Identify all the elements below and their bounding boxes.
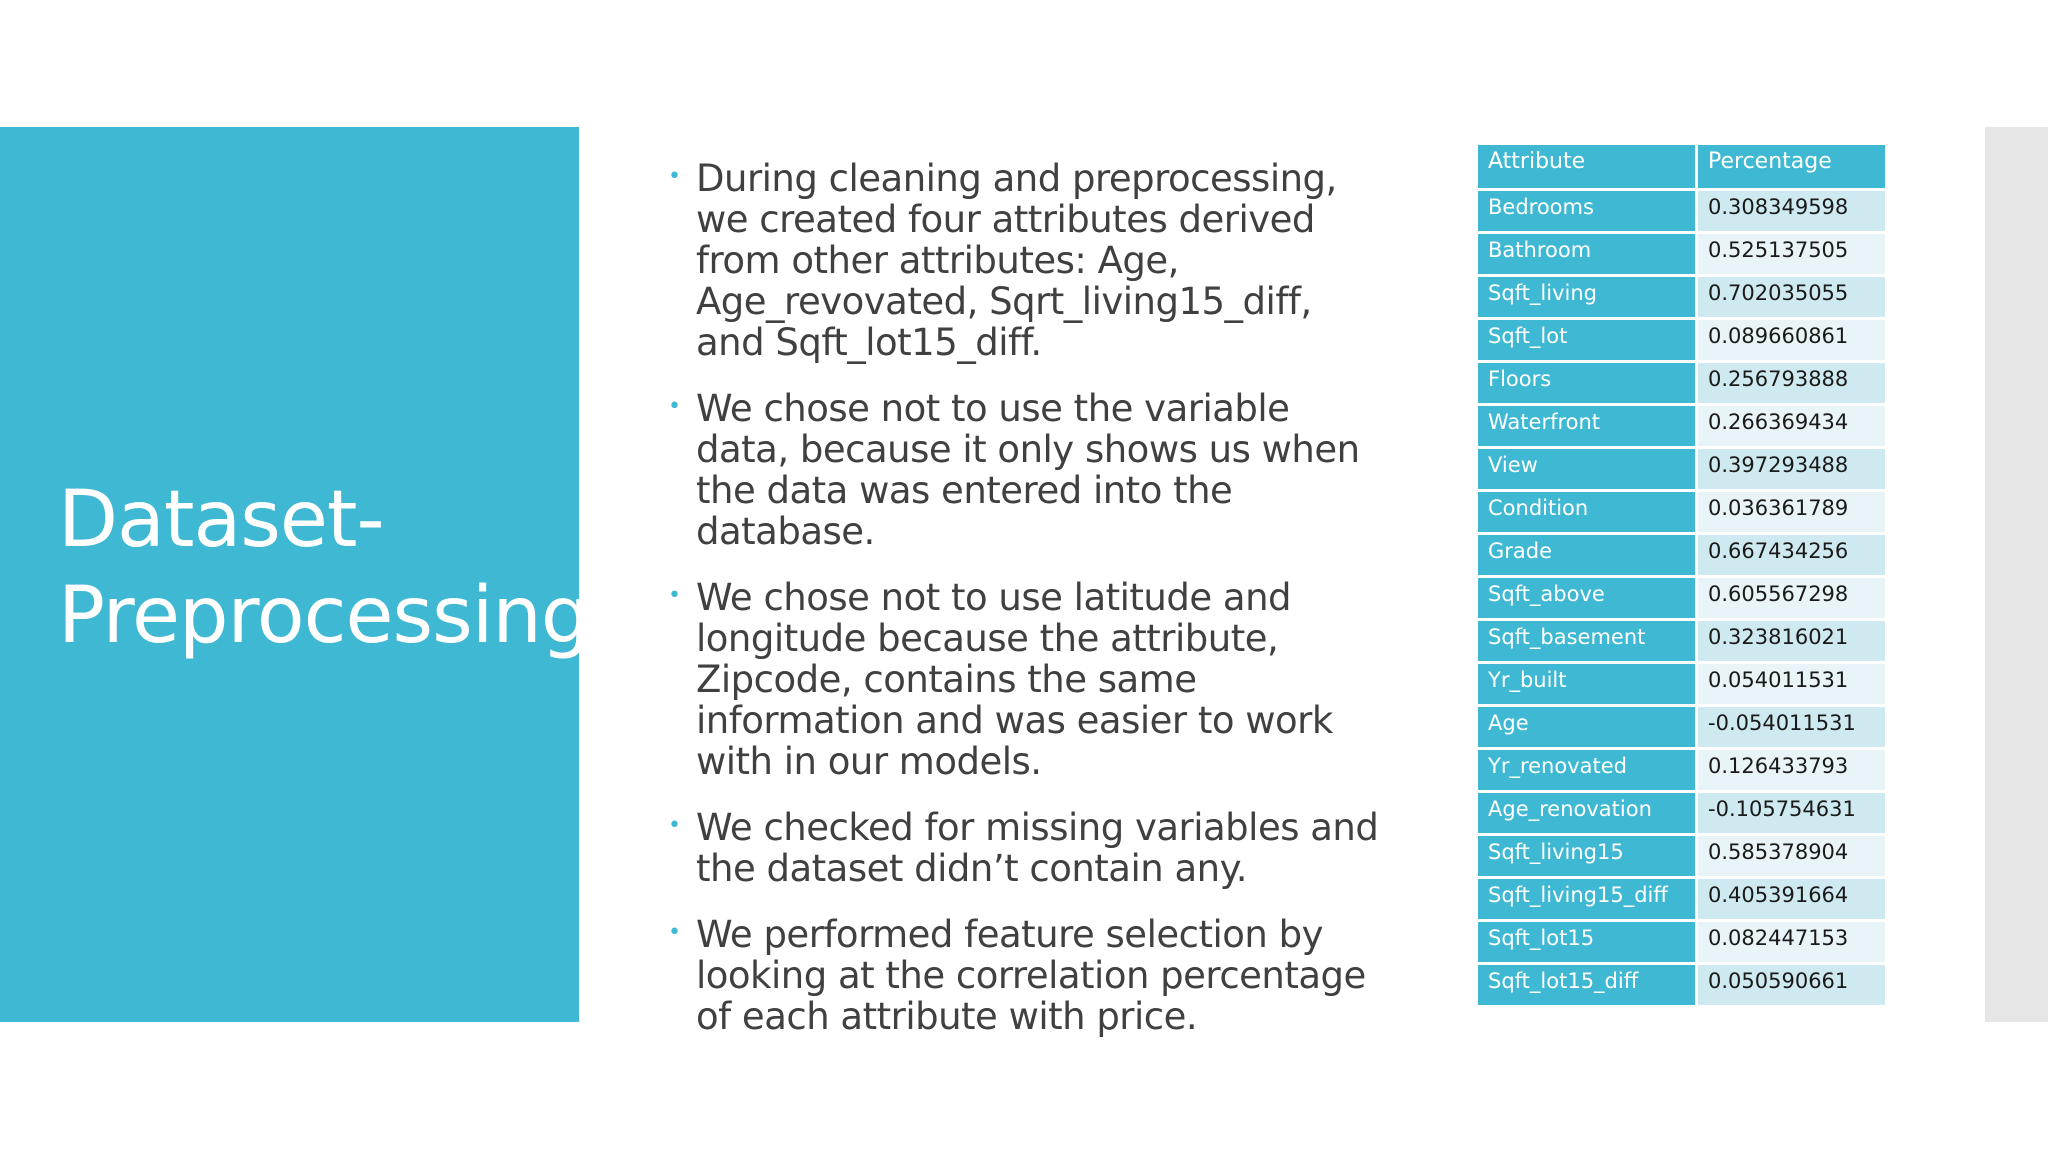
table-row — [1478, 535, 1885, 578]
percentage-cell: 0.667434256 — [1698, 535, 1885, 578]
table-row — [1478, 320, 1885, 363]
table-row — [1478, 793, 1885, 836]
bullet-icon: • — [668, 813, 681, 838]
table-header-row — [1478, 145, 1885, 191]
bullet-icon: • — [668, 920, 681, 945]
percentage-cell: 0.585378904 — [1698, 836, 1885, 879]
percentage-cell: 0.089660861 — [1698, 320, 1885, 363]
attribute-cell: Sqft_lot15 — [1478, 922, 1698, 965]
percentage-cell: 0.036361789 — [1698, 492, 1885, 535]
attribute-cell: Yr_built — [1478, 664, 1698, 707]
side-decoration-strip — [1985, 127, 2048, 1022]
percentage-cell: 0.082447153 — [1698, 922, 1885, 965]
attribute-cell: Sqft_above — [1478, 578, 1698, 621]
percentage-cell: -0.054011531 — [1698, 707, 1885, 750]
table-row — [1478, 664, 1885, 707]
attribute-cell: Grade — [1478, 535, 1698, 578]
bullet-item — [664, 807, 1384, 889]
bullet-text: We chose not to use latitude and longitude because the attribute, Zipcode, contains the same information and was easier to work with in our models. — [696, 576, 1333, 783]
percentage-cell: 0.702035055 — [1698, 277, 1885, 320]
bullet-text: We performed feature selection by looking at the correlation percentage of each attribute with price. — [696, 913, 1366, 1038]
percentage-cell: 0.405391664 — [1698, 879, 1885, 922]
bullet-item — [664, 577, 1384, 782]
table-row — [1478, 449, 1885, 492]
bullet-icon: • — [668, 583, 681, 608]
attribute-cell: Sqft_living15_diff — [1478, 879, 1698, 922]
table-row — [1478, 879, 1885, 922]
bullet-text: During cleaning and preprocessing, we created four attributes derived from other attributes: Age, Age_revovated, Sqrt_living15_diff, and Sqft_lot15_diff. — [696, 157, 1337, 364]
attribute-cell: Yr_renovated — [1478, 750, 1698, 793]
bullet-text: We chose not to use the variable data, because it only shows us when the data was entered into the database. — [696, 387, 1360, 553]
column-header-percentage: Percentage — [1698, 145, 1885, 191]
percentage-cell: 0.126433793 — [1698, 750, 1885, 793]
percentage-cell: -0.105754631 — [1698, 793, 1885, 836]
table-row — [1478, 621, 1885, 664]
bullet-item — [664, 914, 1384, 1037]
bullet-item — [664, 388, 1384, 552]
table-row — [1478, 492, 1885, 535]
table-row — [1478, 363, 1885, 406]
attribute-cell: Sqft_living — [1478, 277, 1698, 320]
table-row — [1478, 836, 1885, 879]
table-row — [1478, 578, 1885, 621]
bullet-text: We checked for missing variables and the dataset didn’t contain any. — [696, 806, 1379, 890]
table-row — [1478, 965, 1885, 1008]
percentage-cell: 0.323816021 — [1698, 621, 1885, 664]
column-header-attribute: Attribute — [1478, 145, 1698, 191]
percentage-cell: 0.256793888 — [1698, 363, 1885, 406]
bullet-item — [664, 158, 1384, 363]
attribute-cell: Bedrooms — [1478, 191, 1698, 234]
attribute-cell: Bathroom — [1478, 234, 1698, 277]
percentage-cell: 0.605567298 — [1698, 578, 1885, 621]
attribute-cell: Condition — [1478, 492, 1698, 535]
percentage-cell: 0.525137505 — [1698, 234, 1885, 277]
table-row — [1478, 707, 1885, 750]
attribute-cell: Sqft_lot15_diff — [1478, 965, 1698, 1008]
attribute-cell: Waterfront — [1478, 406, 1698, 449]
slide-title: Dataset- Preprocessing — [58, 475, 590, 661]
table-row — [1478, 750, 1885, 793]
table-row — [1478, 922, 1885, 965]
table-row — [1478, 277, 1885, 320]
attribute-cell: Floors — [1478, 363, 1698, 406]
correlation-table — [1478, 145, 1885, 1008]
attribute-cell: Age — [1478, 707, 1698, 750]
attribute-cell: Sqft_lot — [1478, 320, 1698, 363]
attribute-cell: Age_renovation — [1478, 793, 1698, 836]
percentage-cell: 0.266369434 — [1698, 406, 1885, 449]
attribute-cell: Sqft_living15 — [1478, 836, 1698, 879]
table-row — [1478, 406, 1885, 449]
bullet-icon: • — [668, 394, 681, 419]
percentage-cell: 0.397293488 — [1698, 449, 1885, 492]
percentage-cell: 0.050590661 — [1698, 965, 1885, 1008]
percentage-cell: 0.054011531 — [1698, 664, 1885, 707]
attribute-cell: Sqft_basement — [1478, 621, 1698, 664]
percentage-cell: 0.308349598 — [1698, 191, 1885, 234]
table-row — [1478, 191, 1885, 234]
table-row — [1478, 234, 1885, 277]
bullet-list — [664, 158, 1384, 1062]
bullet-icon: • — [668, 164, 681, 189]
attribute-cell: View — [1478, 449, 1698, 492]
